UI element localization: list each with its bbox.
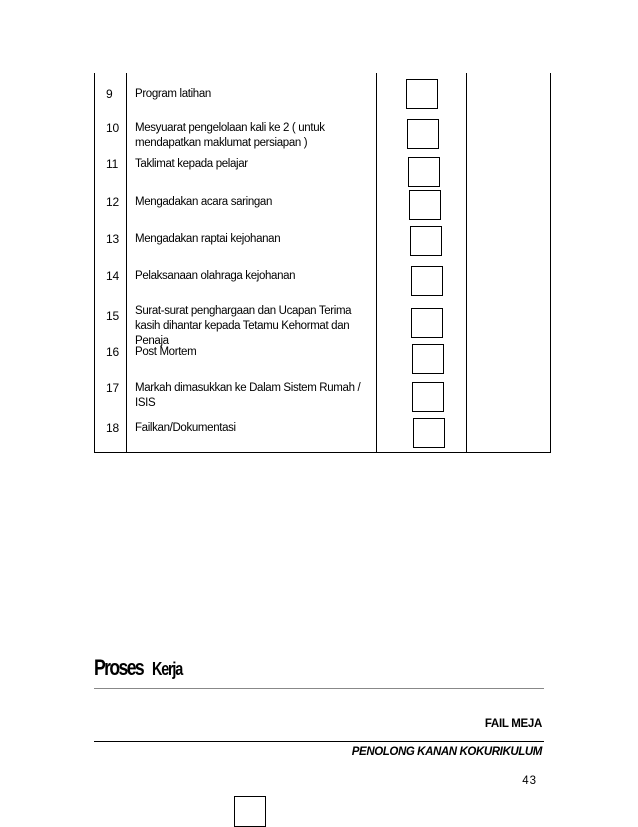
table-divider-number bbox=[126, 73, 127, 453]
section-heading-part2: Kerja bbox=[151, 659, 182, 679]
row-number: 9 bbox=[106, 87, 113, 101]
row-number: 15 bbox=[106, 309, 119, 323]
status-checkbox[interactable] bbox=[411, 266, 443, 296]
row-activity: Mesyuarat pengelolaan kali ke 2 ( untuk mendapatkan maklumat persiapan ) bbox=[135, 122, 325, 149]
row-number: 18 bbox=[106, 421, 119, 435]
row-activity: Mengadakan acara saringan bbox=[135, 196, 273, 208]
status-checkbox[interactable] bbox=[406, 79, 438, 109]
status-checkbox[interactable] bbox=[413, 418, 445, 448]
row-activity: Post Mortem bbox=[135, 346, 197, 358]
row-activity: Pelaksanaan olahraga kejohanan bbox=[135, 270, 296, 282]
row-number: 10 bbox=[106, 121, 119, 135]
row-activity: Surat-surat penghargaan dan Ucapan Terima kasih dihantar kepada Tetamu Kehormat dan Penaja bbox=[135, 305, 352, 347]
row-number: 16 bbox=[106, 345, 119, 359]
row-activity: Mengadakan raptai kejohanan bbox=[135, 233, 281, 245]
status-checkbox[interactable] bbox=[411, 308, 443, 338]
bottom-box bbox=[234, 796, 266, 827]
footer-rule bbox=[94, 741, 544, 742]
row-number: 17 bbox=[106, 381, 119, 395]
table-border-right bbox=[550, 73, 551, 453]
row-activity: Markah dimasukkan ke Dalam Sistem Rumah / ISIS bbox=[135, 382, 361, 409]
status-checkbox[interactable] bbox=[410, 226, 442, 256]
table-divider-activity bbox=[376, 73, 377, 453]
table-divider-checkbox bbox=[466, 73, 467, 453]
role-title: PENOLONG KANAN KOKURIKULUM bbox=[351, 746, 542, 758]
row-activity: Program latihan bbox=[135, 88, 211, 100]
status-checkbox[interactable] bbox=[408, 157, 440, 187]
row-activity: Taklimat kepada pelajar bbox=[135, 158, 248, 170]
row-number: 13 bbox=[106, 232, 119, 246]
page-number: 43 bbox=[522, 775, 537, 787]
row-number: 12 bbox=[106, 195, 119, 209]
row-number: 14 bbox=[106, 269, 119, 283]
status-checkbox[interactable] bbox=[412, 344, 444, 374]
table-bottom-border bbox=[94, 452, 551, 453]
heading-rule bbox=[94, 688, 544, 689]
section-heading bbox=[94, 655, 189, 681]
file-label: FAIL MEJA bbox=[484, 718, 542, 730]
status-checkbox[interactable] bbox=[409, 190, 441, 220]
status-checkbox[interactable] bbox=[407, 119, 439, 149]
status-checkbox[interactable] bbox=[412, 382, 444, 412]
section-heading-part1: Proses bbox=[94, 655, 144, 680]
row-number: 11 bbox=[106, 157, 119, 171]
row-activity: Failkan/Dokumentasi bbox=[135, 422, 236, 434]
table-border-left bbox=[94, 73, 95, 453]
